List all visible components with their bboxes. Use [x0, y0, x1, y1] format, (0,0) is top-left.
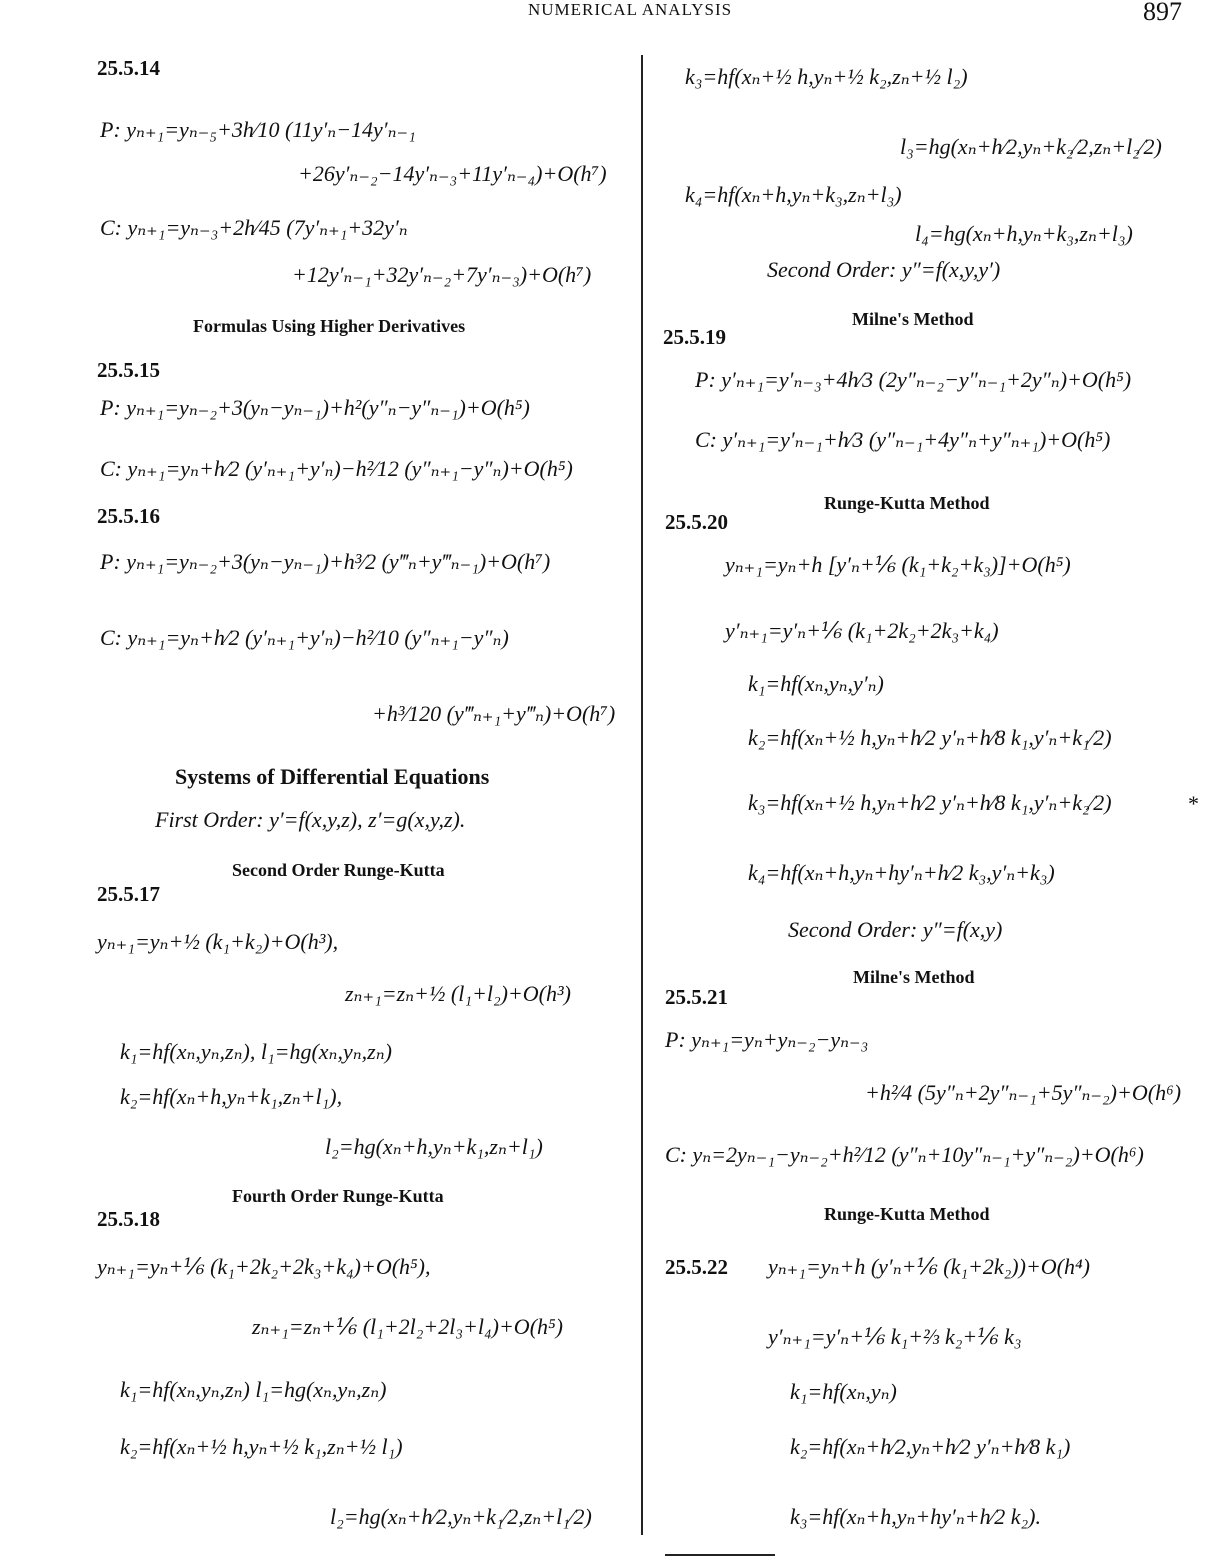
column-divider — [641, 55, 643, 1535]
section-heading: Second Order Runge-Kutta — [232, 860, 445, 880]
equation-line: k₁=hf(xₙ,yₙ,zₙ) l₁=hg(xₙ,yₙ,zₙ) — [120, 1377, 387, 1402]
subsection-heading: Second Order: y″=f(x,y) — [788, 917, 1003, 942]
equation-line: k₃=hf(xₙ+½ h,yₙ+½ k₂,zₙ+½ l₂) — [685, 64, 968, 89]
equation-line: l₂=hg(xₙ+h,yₙ+k₁,zₙ+l₁) — [325, 1134, 543, 1159]
equation-line: P: yₙ₊₁=yₙ+yₙ₋₂−yₙ₋₃ — [665, 1027, 869, 1052]
subsection-heading: First Order: y′=f(x,y,z), z′=g(x,y,z). — [155, 807, 466, 832]
equation-line: +12y′ₙ₋₁+32y′ₙ₋₂+7y′ₙ₋₃)+O(h⁷) — [292, 262, 592, 287]
subsection-heading: Second Order: y″=f(x,y,y′) — [767, 257, 1001, 282]
equation-line: P: yₙ₊₁=yₙ₋₂+3(yₙ−yₙ₋₁)+h³⁄2 (y‴ₙ+y‴ₙ₋₁)+O(h⁷) — [100, 549, 551, 574]
margin-mark: * — [1188, 791, 1199, 816]
equation-line: k₃=hf(xₙ+h,yₙ+hy′ₙ+h⁄2 k₂). — [790, 1504, 1042, 1529]
equation-line: k₁=hf(xₙ,yₙ,y′ₙ) — [748, 671, 884, 696]
section-heading: Milne's Method — [852, 309, 974, 329]
equation-line: k₁=hf(xₙ,yₙ,zₙ), l₁=hg(xₙ,yₙ,zₙ) — [120, 1039, 392, 1064]
section-heading: Systems of Differential Equations — [175, 764, 490, 789]
equation-line: k₂=hf(xₙ+h⁄2,yₙ+h⁄2 y′ₙ+h⁄8 k₁) — [790, 1434, 1071, 1459]
equation-line: k₄=hf(xₙ+h,yₙ+k₃,zₙ+l₃) — [685, 182, 902, 207]
equation-line: +h³⁄120 (y‴ₙ₊₁+y‴ₙ)+O(h⁷) — [372, 701, 616, 726]
page-number: 897 — [1143, 0, 1182, 26]
equation-line: zₙ₊₁=zₙ+½ (l₁+l₂)+O(h³) — [345, 981, 571, 1006]
equation-line: C: yₙ₊₁=yₙ+h⁄2 (y′ₙ₊₁+y′ₙ)−h²⁄10 (y″ₙ₊₁−y″ₙ) — [100, 625, 509, 650]
equation-line: C: yₙ₊₁=yₙ+h⁄2 (y′ₙ₊₁+y′ₙ)−h²⁄12 (y″ₙ₊₁−y″ₙ)+O(h⁵) — [100, 456, 573, 481]
equation-number: 25.5.21 — [665, 985, 728, 1009]
equation-number: 25.5.19 — [663, 325, 726, 349]
equation-line: P: y′ₙ₊₁=y′ₙ₋₃+4h⁄3 (2y″ₙ₋₂−y″ₙ₋₁+2y″ₙ)+O(h⁵) — [695, 367, 1132, 392]
equation-number: 25.5.16 — [97, 504, 160, 528]
equation-line: l₃=hg(xₙ+h⁄2,yₙ+k₂⁄2,zₙ+l₂⁄2) — [900, 134, 1162, 159]
equation-line: C: y′ₙ₊₁=y′ₙ₋₁+h⁄3 (y″ₙ₋₁+4y″ₙ+y″ₙ₊₁)+O(h⁵) — [695, 427, 1111, 452]
equation-line: l₄=hg(xₙ+h,yₙ+k₃,zₙ+l₃) — [915, 221, 1133, 246]
equation-line: yₙ₊₁=yₙ+½ (k₁+k₂)+O(h³), — [97, 929, 339, 954]
equation-line: k₂=hf(xₙ+½ h,yₙ+½ k₁,zₙ+½ l₁) — [120, 1434, 403, 1459]
equation-number: 25.5.20 — [665, 510, 728, 534]
section-heading: Fourth Order Runge-Kutta — [232, 1186, 444, 1206]
equation-line: y′ₙ₊₁=y′ₙ+⅙ (k₁+2k₂+2k₃+k₄) — [725, 618, 999, 643]
equation-line: yₙ₊₁=yₙ+h [y′ₙ+⅙ (k₁+k₂+k₃)]+O(h⁵) — [725, 552, 1071, 577]
equation-line: P: yₙ₊₁=yₙ₋₂+3(yₙ−yₙ₋₁)+h²(y″ₙ−y″ₙ₋₁)+O(h⁵) — [100, 395, 530, 420]
section-heading: Runge-Kutta Method — [824, 493, 990, 513]
equation-line: C: yₙ=2yₙ₋₁−yₙ₋₂+h²⁄12 (y″ₙ+10y″ₙ₋₁+y″ₙ₋₂)+O(h⁶) — [665, 1142, 1144, 1167]
equation-number: 25.5.15 — [97, 358, 160, 382]
equation-line: k₁=hf(xₙ,yₙ) — [790, 1379, 897, 1404]
equation-line: yₙ₊₁=yₙ+h (y′ₙ+⅙ (k₁+2k₂))+O(h⁴) — [768, 1254, 1090, 1279]
equation-line: zₙ₊₁=zₙ+⅙ (l₁+2l₂+2l₃+l₄)+O(h⁵) — [252, 1314, 563, 1339]
equation-line: k₃=hf(xₙ+½ h,yₙ+h⁄2 y′ₙ+h⁄8 k₁,y′ₙ+k₂⁄2) — [748, 790, 1112, 815]
equation-line: k₂=hf(xₙ+h,yₙ+k₁,zₙ+l₁), — [120, 1084, 343, 1109]
footnote-rule — [665, 1554, 775, 1556]
equation-number: 25.5.18 — [97, 1207, 160, 1231]
equation-line: l₂=hg(xₙ+h⁄2,yₙ+k₁⁄2,zₙ+l₁⁄2) — [330, 1504, 592, 1529]
section-heading: Runge-Kutta Method — [824, 1204, 990, 1224]
equation-number: 25.5.22 — [665, 1255, 728, 1279]
equation-number: 25.5.17 — [97, 882, 160, 906]
running-title: NUMERICAL ANALYSIS — [528, 0, 733, 19]
equation-line: P: yₙ₊₁=yₙ₋₅+3h⁄10 (11y′ₙ−14y′ₙ₋₁ — [100, 117, 416, 142]
equation-line: C: yₙ₊₁=yₙ₋₃+2h⁄45 (7y′ₙ₊₁+32y′ₙ — [100, 215, 408, 240]
equation-line: k₂=hf(xₙ+½ h,yₙ+h⁄2 y′ₙ+h⁄8 k₁,y′ₙ+k₁⁄2) — [748, 725, 1112, 750]
section-heading: Formulas Using Higher Derivatives — [193, 316, 466, 336]
section-heading: Milne's Method — [853, 967, 975, 987]
equation-line: yₙ₊₁=yₙ+⅙ (k₁+2k₂+2k₃+k₄)+O(h⁵), — [97, 1254, 431, 1279]
equation-line: +26y′ₙ₋₂−14y′ₙ₋₃+11y′ₙ₋₄)+O(h⁷) — [298, 161, 607, 186]
equation-line: k₄=hf(xₙ+h,yₙ+hy′ₙ+h⁄2 k₃,y′ₙ+k₃) — [748, 860, 1055, 885]
equation-line: +h²⁄4 (5y″ₙ+2y″ₙ₋₁+5y″ₙ₋₂)+O(h⁶) — [865, 1080, 1182, 1105]
equation-number: 25.5.14 — [97, 56, 160, 80]
equation-line: y′ₙ₊₁=y′ₙ+⅙ k₁+⅔ k₂+⅙ k₃ — [768, 1324, 1022, 1349]
